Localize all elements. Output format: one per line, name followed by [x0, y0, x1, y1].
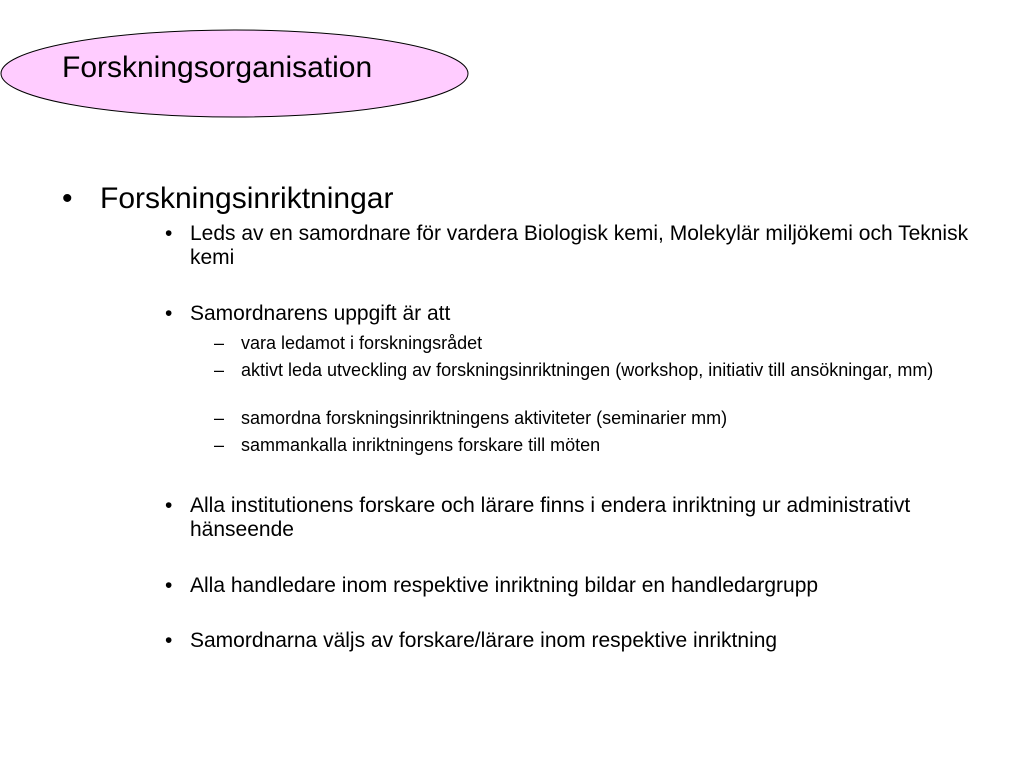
sub-bullet-3: • [165, 494, 173, 517]
task-ledamot: vara ledamot i forskningsrådet [241, 333, 483, 353]
dash-bullet-3: – [214, 408, 225, 428]
sub-bullet-1: • [165, 222, 173, 245]
dash-bullet-2: – [214, 360, 225, 380]
dash-bullet-1: – [214, 333, 225, 353]
task-utveckling: aktivt leda utveckling av forskningsinriktningen (workshop, initiativ till ansökningar, mm) [241, 360, 934, 380]
item-uppgift: Samordnarens uppgift är att [190, 302, 451, 325]
item-handledargrupp: Alla handledare inom respektive inriktning bildar en handledargrupp [190, 574, 819, 597]
item-institutionens-forskare: Alla institutionens forskare och lärare finns i endera inriktning ur administrativt hänseende [190, 494, 911, 541]
sub-bullet-2: • [165, 302, 173, 325]
item-samordnare: Leds av en samordnare för vardera Biologisk kemi, Molekylär miljökemi och Teknisk kemi [190, 222, 969, 269]
item-samordnarna-valjs: Samordnarna väljs av forskare/lärare inom respektive inriktning [190, 629, 778, 652]
sub-bullet-4: • [165, 574, 173, 597]
sub-bullet-5: • [165, 629, 173, 652]
task-aktiviteter: samordna forskningsinriktningens aktiviteter (seminarier mm) [241, 408, 728, 428]
task-moten: sammankalla inriktningens forskare till möten [241, 435, 601, 455]
slide-title: Forskningsorganisation [62, 51, 373, 84]
heading-forskningsinriktningar: Forskningsinriktningar [100, 182, 394, 215]
heading-bullet: • [62, 182, 73, 215]
dash-bullet-4: – [214, 435, 225, 455]
